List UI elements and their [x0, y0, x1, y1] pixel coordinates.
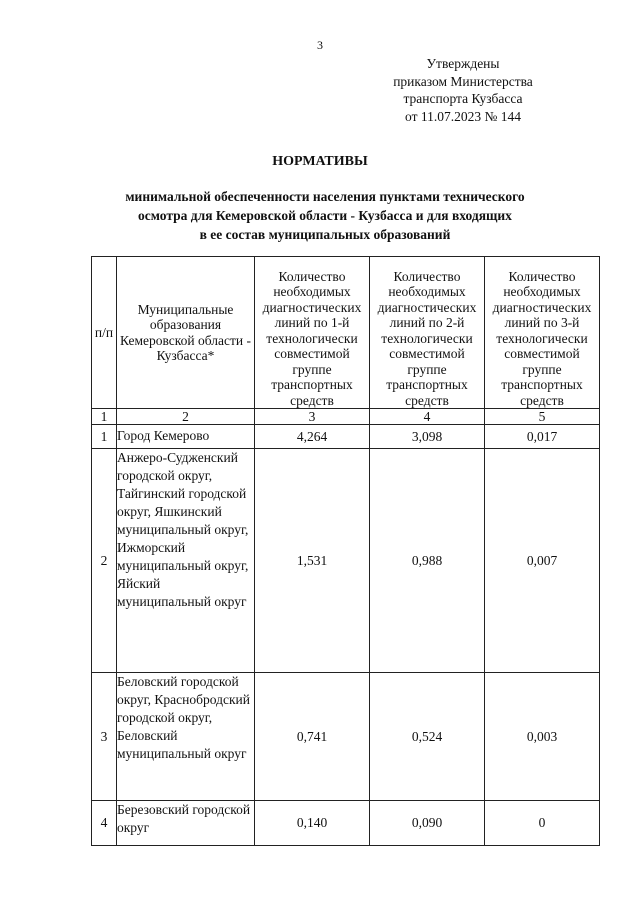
column-number: 1 [92, 409, 117, 425]
row-group-2-value: 0,090 [370, 801, 485, 846]
header-group-2: Количество необходимых диагностических линий по 2-й технологически совместимой группе транспортных средств [370, 257, 485, 409]
approval-line: транспорта Кузбасса [403, 91, 523, 106]
row-municipality: Березовский городской округ [117, 801, 255, 846]
column-number-row [92, 409, 600, 425]
approval-line: приказом Министерства [393, 73, 533, 89]
row-index: 1 [92, 425, 117, 449]
subtitle-line: в ее состав муниципальных образований [199, 227, 451, 242]
subtitle-line: осмотра для Кемеровской области - Кузбасса и для входящих [138, 208, 512, 223]
table-row [92, 449, 600, 673]
row-index: 3 [92, 673, 117, 801]
header-group-1: Количество необходимых диагностических линий по 1-й технологически совместимой группе транспортных средств [255, 257, 370, 409]
row-group-3-value: 0,017 [485, 425, 600, 449]
column-number: 2 [117, 409, 255, 425]
row-municipality: Анжеро-Судженский городской округ, Тайгинский городской округ, Яшкинский муниципальный округ, Ижморский муниципальный округ, Яйский муниципальный округ [117, 449, 255, 673]
row-municipality: Город Кемерово [117, 425, 255, 449]
row-group-3-value: 0,003 [485, 673, 600, 801]
header-group-3: Количество необходимых диагностических линий по 3-й технологически совместимой группе транспортных средств [485, 257, 600, 409]
table-row [92, 425, 600, 449]
table-row [92, 673, 600, 801]
document-subtitle [90, 187, 560, 244]
row-group-1-value: 0,140 [255, 801, 370, 846]
row-group-3-value: 0,007 [485, 449, 600, 673]
header-index: п/п [92, 257, 117, 409]
row-group-1-value: 4,264 [255, 425, 370, 449]
column-number: 5 [485, 409, 600, 425]
row-group-1-value: 1,531 [255, 449, 370, 673]
page-number: 3 [317, 38, 323, 52]
row-group-2-value: 0,524 [370, 673, 485, 801]
header-municipality: Муниципальные образования Кемеровской области - Кузбасса* [117, 257, 255, 409]
row-group-2-value: 0,988 [370, 449, 485, 673]
column-number: 4 [370, 409, 485, 425]
row-index: 2 [92, 449, 117, 673]
approval-line: от 11.07.2023 № 144 [405, 108, 521, 124]
table-row [92, 801, 600, 846]
table-header-row [92, 257, 600, 409]
document-title: НОРМАТИВЫ [272, 154, 368, 169]
approval-block [353, 55, 573, 125]
row-municipality: Беловский городской округ, Краснобродский городской округ, Беловский муниципальный округ [117, 673, 255, 801]
row-group-2-value: 3,098 [370, 425, 485, 449]
norms-table [91, 256, 600, 846]
approval-line: Утверждены [426, 56, 500, 71]
row-group-3-value: 0 [485, 801, 600, 846]
subtitle-line: минимальной обеспеченности населения пунктами технического [125, 189, 525, 204]
column-number: 3 [255, 409, 370, 425]
row-index: 4 [92, 801, 117, 846]
row-group-1-value: 0,741 [255, 673, 370, 801]
